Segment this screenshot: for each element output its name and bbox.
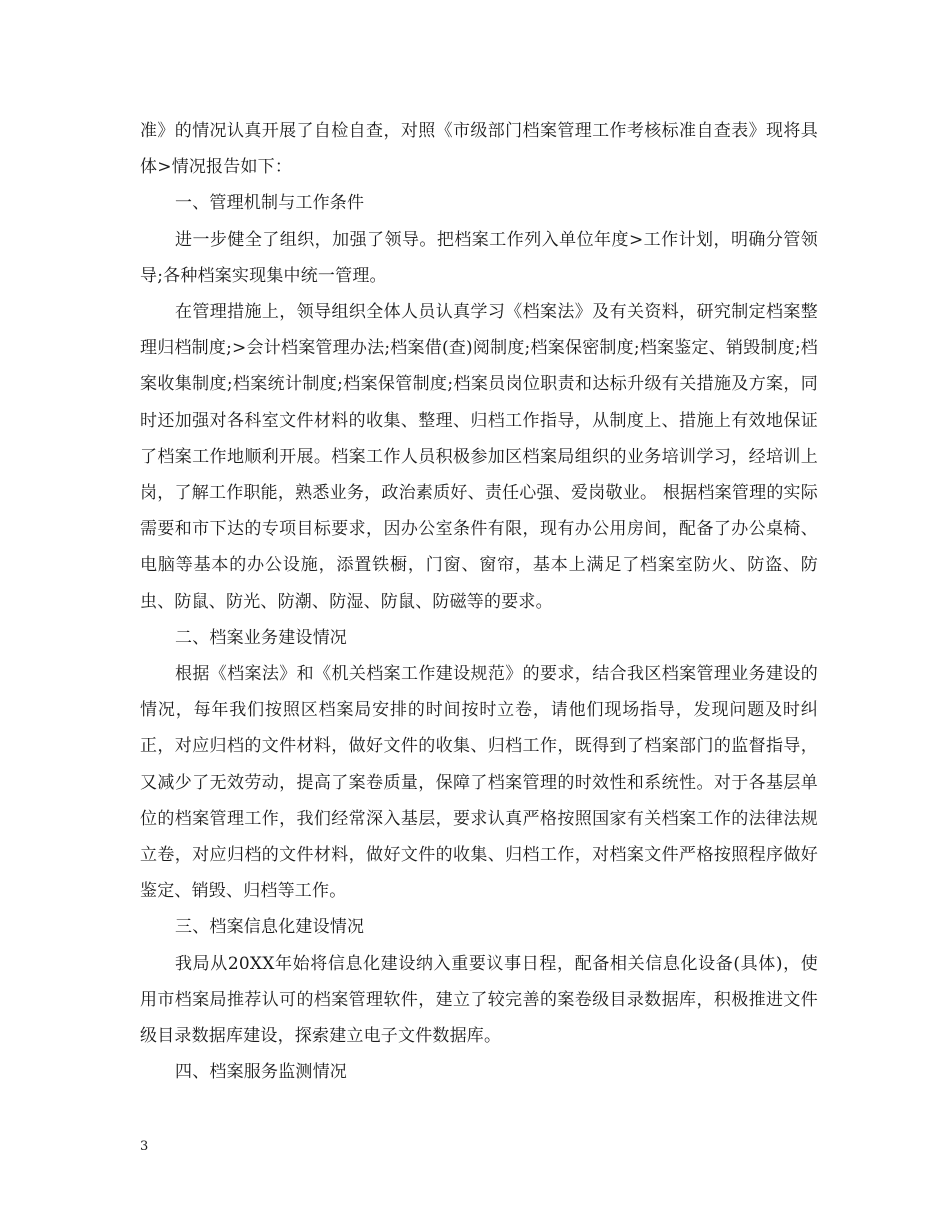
document-body: [140, 113, 818, 1090]
paragraph-informatization: 我局从20XX年始将信息化建设纳入重要议事日程，配备相关信息化设备(具体)，使用市档案局推荐认可的档案管理软件，建立了较完善的案卷级目录数据库，积极推进文件级目录数据库建设，探索建立电子文件数据库。: [140, 953, 818, 1047]
paragraph-business-construction: 根据《档案法》和《机关档案工作建设规范》的要求，结合我区档案管理业务建设的情况，每年我们按照区档案局安排的时间按时立卷，请他们现场指导，发现问题及时纠正，对应归档的文件材料，做好文件的收集、归档工作，既得到了档案部门的监督指导，又减少了无效劳动，提高了案卷质量，保障了档案管理的时效性和系统性。对于各基层单位的档案管理工作，我们经常深入基层，要求认真严格按照国家有关档案工作的法律法规立卷，对应归档的文件材料，做好文件的收集、归档工作，对档案文件严格按照程序做好鉴定、销毁、归档等工作。: [140, 664, 818, 902]
section-heading-1: 一、管理机制与工作条件: [175, 193, 365, 214]
paragraph-organization: 进一步健全了组织，加强了领导。把档案工作列入单位年度>工作计划，明确分管领导;各种档案实现集中统一管理。: [140, 229, 818, 286]
paragraph-intro-continued: 准》的情况认真开展了自检自查，对照《市级部门档案管理工作考核标准自查表》现将具体>情况报告如下：: [140, 121, 818, 178]
section-heading-2: 二、档案业务建设情况: [175, 627, 347, 648]
section-heading-3: 三、档案信息化建设情况: [175, 917, 365, 938]
paragraph-management-measures: 在管理措施上，领导组织全体人员认真学习《档案法》及有关资料，研究制定档案整理归档制度;>会计档案管理办法;档案借(查)阅制度;档案保密制度;档案鉴定、销毁制度;档案收集制度;档案统计制度;档案保管制度;档案员岗位职责和达标升级有关措施及方案，同时还加强对各科室文件材料的收集、整理、归档工作指导，从制度上、措施上有效地保证了档案工作地顺利开展。档案工作人员积极参加区档案局组织的业务培训学习，经培训上岗，了解工作职能，熟悉业务，政治素质好、责任心强、爱岗敬业。 根据档案管理的实际需要和市下达的专项目标要求，因办公室条件有限，现有办公用房间，配备了办公桌椅、电脑等基本的办公设施，添置铁橱，门窗、窗帘，基本上满足了档案室防火、防盗、防虫、防鼠、防光、防潮、防湿、防鼠、防磁等的要求。: [140, 302, 818, 612]
page-number: 3: [140, 1139, 149, 1154]
section-heading-4: 四、档案服务监测情况: [175, 1062, 347, 1083]
